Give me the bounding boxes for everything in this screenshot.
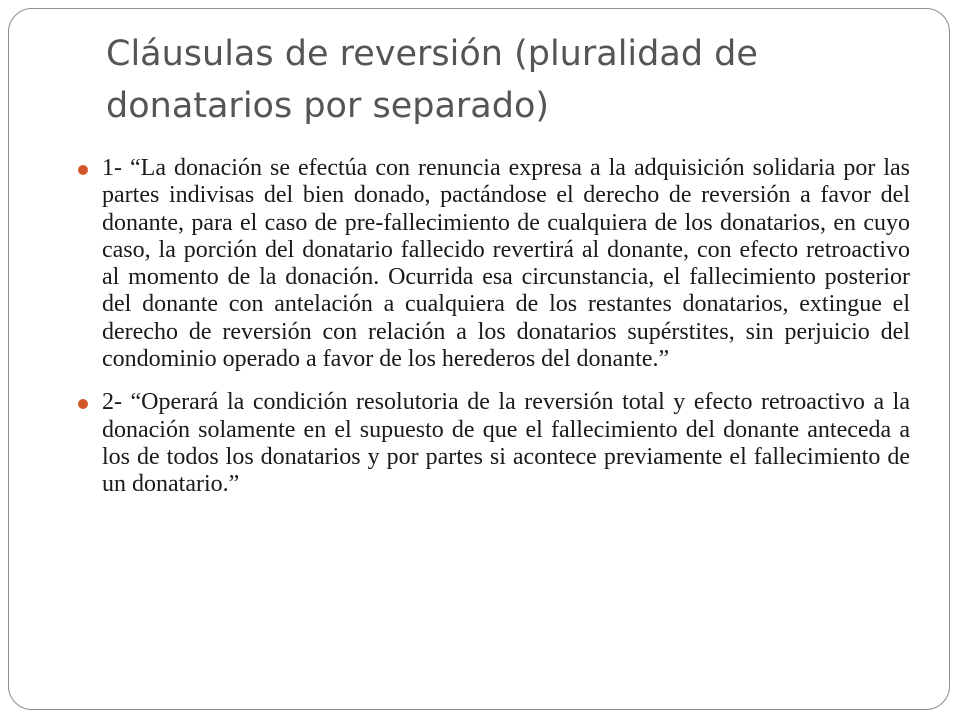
slide-title: Cláusulas de reversión (pluralidad de donatarios por separado) (106, 34, 758, 126)
bullet-dot-icon (78, 165, 88, 175)
slide-content (76, 155, 910, 515)
bullet-text: 2- “Operará la condición resolutoria de la reversión total y efecto retroactivo a la donación solamente en el supuesto de que el fallecimiento del donante anteceda a los de todos los donatarios y por partes si acontece previamente el fallecimiento de un donatario.” (102, 389, 910, 498)
bullet-dot-icon (78, 399, 88, 409)
bullet-text: 1- “La donación se efectúa con renuncia expresa a la adquisición solidaria por las partes indivisas del bien donado, pactándose el derecho de reversión a favor del donante, para el caso de pre-fallecimiento de cualquiera de los donatarios, en cuyo caso, la porción del donatario fallecido revertirá al donante, con efecto retroactivo al momento de la donación. Ocurrida esa circunstancia, el fallecimiento posterior del donante con antelación a cualquiera de los restantes donatarios, extingue el derecho de reversión con relación a los donatarios supérstites, sin perjuicio del condominio operado a favor de los herederos del donante.” (102, 155, 910, 373)
bullet-item-1 (76, 155, 910, 373)
bullet-item-2 (76, 389, 910, 498)
